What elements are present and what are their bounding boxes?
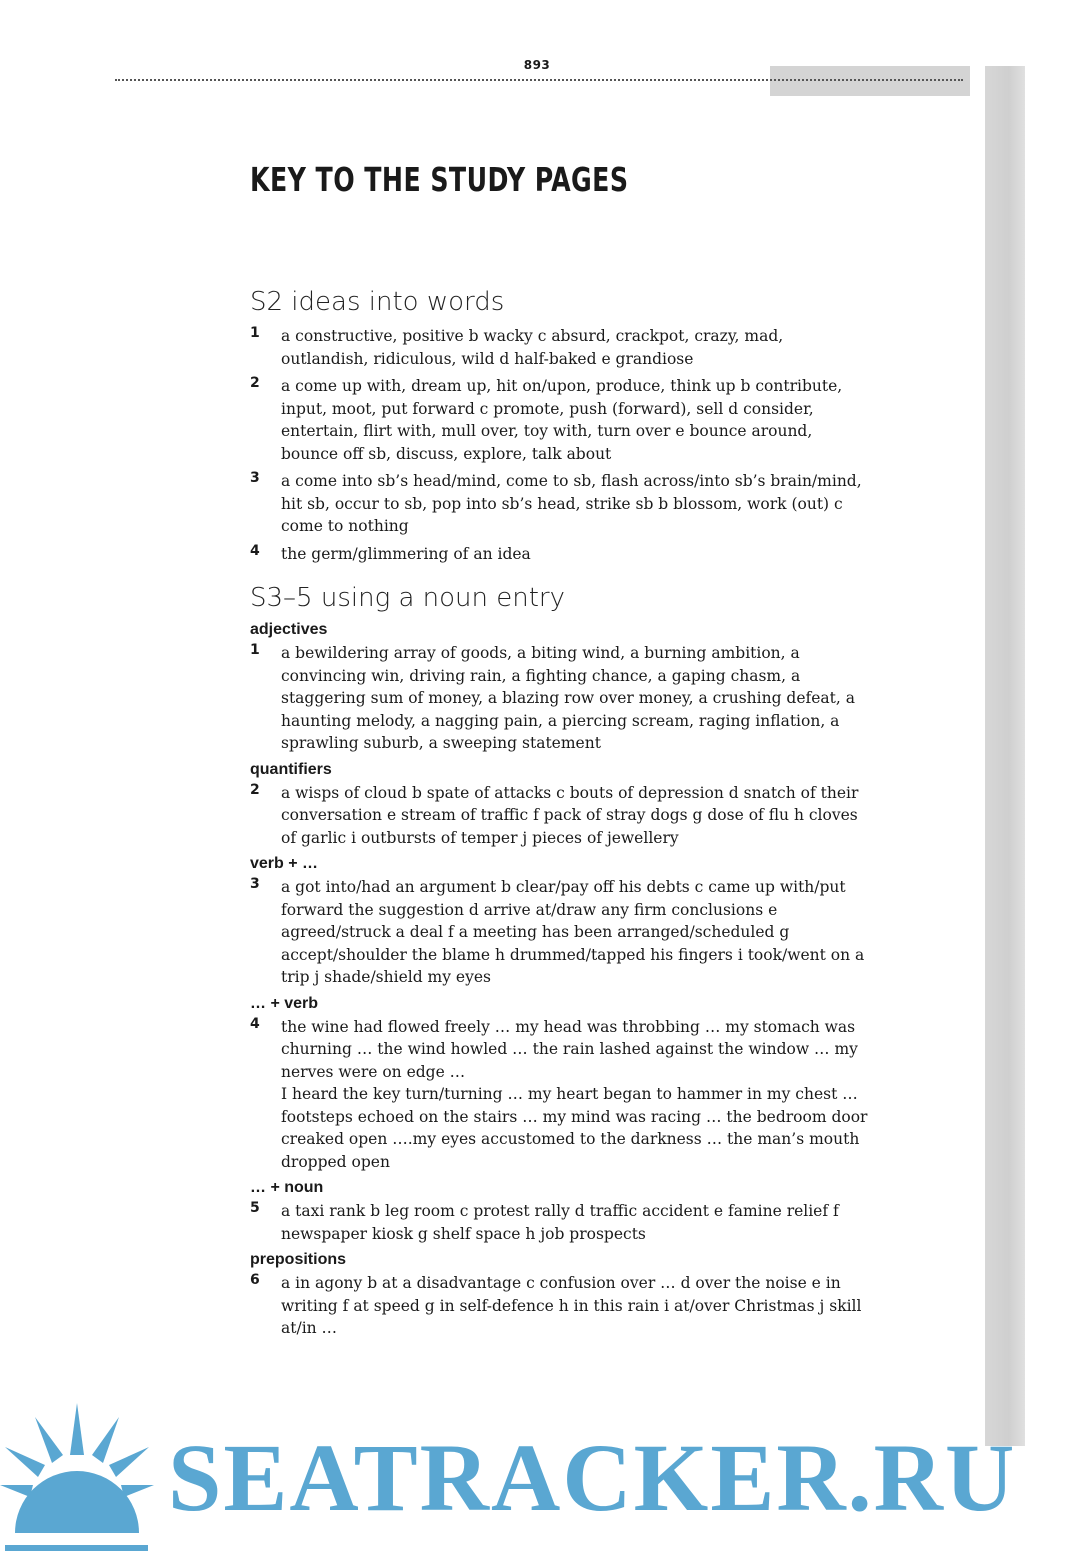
section-s3-5: [250, 583, 870, 1340]
item-text: the wine had flowed freely … my head was throbbing … my stomach was churning … the wind howled … the rain lashed against the window … my nerves were on edge …: [281, 1017, 858, 1081]
list-item: [250, 325, 870, 370]
item-text: a bewildering array of goods, a biting wind, a burning ambition, a convincing win, driving rain, a fighting chance, a gaping chasm, a staggering sum of money, a blazing row over money, a crushing defeat, a haunting melody, a nagging pain, a piercing scream, raging inflation, a sprawling suburb, a sweeping statement: [281, 644, 855, 752]
section-heading: S2 ideas into words: [250, 287, 505, 317]
list-item: [250, 642, 870, 755]
list-item: [250, 470, 870, 538]
item-text: the germ/glimmering of an idea: [281, 544, 531, 563]
item-number: 3: [250, 470, 260, 486]
item-number: 2: [250, 375, 260, 391]
list-item: [250, 876, 870, 989]
section-s2: [250, 287, 870, 565]
header-rule: [115, 79, 963, 81]
item-text: a come up with, dream up, hit on/upon, produce, think up b contribute, input, moot, put forward c promote, push (forward), sell d consider, entertain, flirt with, mull over, toy with, turn over e bounce around, bounce off sb, discuss, explore, talk about: [281, 377, 843, 463]
item-number: 4: [250, 542, 260, 559]
item-text: a wisps of cloud b spate of attacks c bouts of depression d snatch of their conversation e stream of traffic f pack of stray dogs g dose of flu h cloves of garlic i outbursts of temper j pieces of jewellery: [281, 783, 859, 847]
subheading-verb-plus: verb + …: [250, 855, 319, 872]
subheading-adjectives: adjectives: [250, 621, 328, 638]
page-title: KEY TO THE STUDY PAGES: [250, 160, 629, 199]
item-text-block: [281, 1016, 870, 1174]
margin-band-right: [985, 66, 1025, 1446]
list-item: [250, 375, 870, 465]
item-text: a come into sb’s head/mind, come to sb, flash across/into sb’s brain/mind, hit sb, occur to sb, pop into sb’s head, strike sb b blossom, work (out) c come to nothing: [281, 472, 862, 535]
item-text: a got into/had an argument b clear/pay off his debts c came up with/put forward the suggestion d arrive at/draw any firm conclusions e agreed/struck a deal f a meeting has been arranged/scheduled g accept/shoulder the blame h drummed/tapped his fingers i took/went on a trip j shade/shield my eyes: [281, 878, 865, 986]
watermark-text: SEATRACKER.RU: [168, 1424, 1017, 1531]
item-text: a in agony b at a disadvantage c confusion over … d over the noise e in writing f at speed g in self-defence h in this rain i at/over Christmas j skill at/in …: [281, 1274, 862, 1337]
item-number: 3: [250, 876, 260, 892]
subheading-plus-noun: … + noun: [250, 1179, 324, 1196]
subheading-plus-verb: … + verb: [250, 994, 319, 1012]
item-number: 5: [250, 1200, 260, 1216]
list-item: [250, 1016, 870, 1174]
list-item: [250, 782, 870, 850]
item-text: a constructive, positive b wacky c absurd, crackpot, crazy, mad, outlandish, ridiculous, wild d half-baked e grandiose: [281, 327, 784, 368]
item-text: a taxi rank b leg room c protest rally d traffic accident e famine relief f newspaper kiosk g shelf space h job prospects: [281, 1202, 839, 1243]
page-number: 893: [523, 58, 551, 72]
item-number: 6: [250, 1272, 260, 1288]
item-number: 1: [250, 325, 260, 341]
list-item: [250, 1200, 870, 1245]
item-number: 4: [250, 1015, 260, 1032]
subheading-prepositions: prepositions: [250, 1251, 347, 1268]
list-item: [250, 1272, 870, 1340]
subheading-quantifiers: quantifiers: [250, 760, 332, 778]
list-item: [250, 543, 870, 566]
page-content: [250, 160, 870, 1358]
item-number: 1: [250, 642, 260, 658]
item-number: 2: [250, 781, 260, 798]
sun-icon: [0, 1403, 154, 1551]
section-heading: S3–5 using a noun entry: [250, 583, 565, 613]
item-text-continued: I heard the key turn/turning … my heart began to hammer in my chest … footsteps echoed on the stairs … my mind was racing … the bedroom door creaked open ….my eyes accustomed to the darkness … the man’s mouth dropped open: [281, 1085, 868, 1171]
